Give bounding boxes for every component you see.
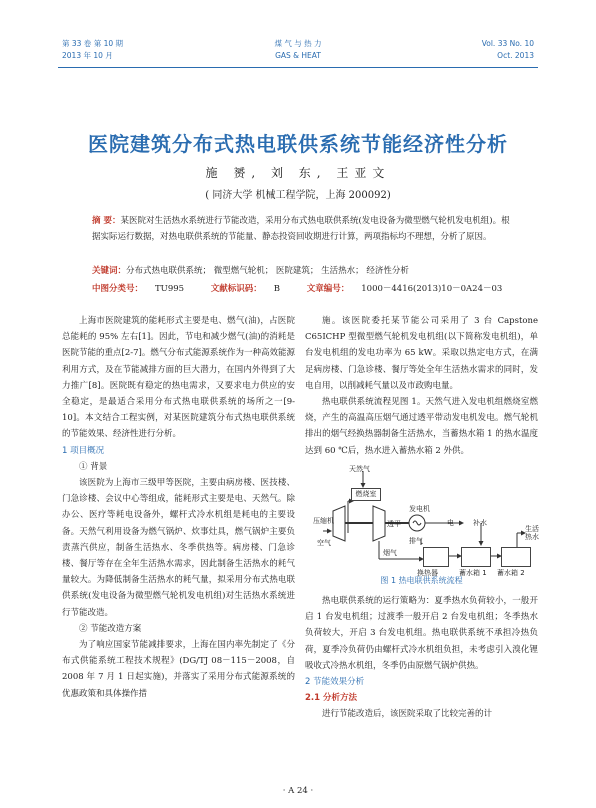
- scheme-continued-paragraph: 施。该医院委托某节能公司采用了 3 台 Capstone C65ICHP 型微型燃气轮机发电机组(以下简称发电机组)，单台发电机组的发电功率为 65 kW。采取以热定电方式，在满足病房楼、门急诊楼、餐厅等处全年生活热水需求的同时，发电自用，以削减耗气量以及市政购电量。: [305, 316, 538, 391]
- generator-label: 发电机: [409, 504, 430, 513]
- abstract: [92, 213, 516, 245]
- scheme-paragraph: 为了响应国家节能减排要求，上海在国内率先制定了《分布式供能系统工程技术规程》(DG/TJ 08－115－2008，自 2008 年 7 月 1 日起实施)，并落实了采用分布式能源系统的优惠政策和具体操作措: [62, 640, 295, 699]
- process-paragraph: 热电联供系统流程见图 1。天然气进入发电机组燃烧室燃烧，产生的高温高压烟气通过透平带动发电机发电。燃气轮机排出的烟气经换热器制备生活热水，当蓄热水箱 1 的热水温度达到 60 ℃后，热水进入蓄热水箱 2 外供。: [305, 397, 538, 456]
- abstract-text: 某医院对生活热水系统进行节能改造，采用分布式热电联供系统(发电设备为微型燃气轮机发电机组)。根据实际运行数据，对热电联供系统的节能量、静态投资回收期进行计算，两项指标均不理想，分析了原因。: [92, 216, 510, 242]
- volume-issue: 第 33 卷 第 10 期: [62, 39, 124, 48]
- paper-title: 医院建筑分布式热电联供系统节能经济性分析: [88, 132, 508, 156]
- tank1-box: [461, 547, 491, 567]
- article-id-label: 文章编号：: [306, 284, 350, 294]
- electricity-label: 电: [447, 518, 454, 527]
- doc-code-value: B: [273, 284, 281, 294]
- abstract-label: 摘 要：: [92, 216, 121, 226]
- tank2-box: [501, 547, 531, 567]
- journal-volume-en: [482, 38, 534, 62]
- intro-paragraph: 上海市医院建筑的能耗形式主要是电、燃气(油)，占医院总能耗的 95% 左右[1]。因此，节电和减少燃气(油)的消耗是医院节能的重点[2-7]。燃气分布式能源系统作为一种高效能源利用方式，及在节能减排方面的巨大潜力，在国内外得到了大力推广[8]。医院既有稳定的热电需求，又要求电力供应的安全稳定，是最适合采用分布式热电联供系统的场所之一[9-10]。本文结合工程实例，对某医院建筑分布式热电联供系统的节能效果、经济性进行分析。: [62, 316, 295, 440]
- keywords-text: 分布式热电联供系统； 微型燃气轮机； 医院建筑； 生活热水； 经济性分析: [126, 266, 409, 276]
- compressor-label: 压缩机: [313, 516, 334, 525]
- method-paragraph: 进行节能改造后，该医院采取了比较完善的计: [322, 709, 493, 720]
- section-2-heading: 2 节能效果分析: [305, 677, 365, 688]
- journal-title-en: GAS & HEAT: [275, 51, 321, 60]
- operation-paragraph: 热电联供系统的运行策略为：夏季热水负荷较小，一般开启 1 台发电机组；过渡季一般开启 2 台发电机组；冬季热水负荷较大，开启 3 台发电机组。热电联供系统不承担冷热负荷，夏季冷负荷仍由螺杆式冷水机组负担，未考虑引入溴化锂吸收式冷热水机组，冬季仍由原燃气锅炉供热。: [305, 596, 538, 671]
- left-column: [62, 313, 295, 702]
- keywords: [92, 264, 532, 278]
- issue-date-en: Oct. 2013: [497, 51, 534, 60]
- flue-gas-label: 烟气: [383, 548, 397, 557]
- paper-authors: 施 赟, 刘 东, 王亚文: [205, 166, 391, 180]
- figure-caption: 图 1 热电联供系统流程: [380, 575, 463, 585]
- combustor-box: 燃烧室: [351, 488, 381, 501]
- keywords-label: 关键词：: [92, 266, 127, 276]
- doc-code-label: 文献标识码：: [210, 284, 262, 294]
- volume-issue-en: Vol. 33 No. 10: [481, 39, 534, 48]
- heat-exchanger-label: 换热器: [417, 568, 438, 577]
- header-divider: [58, 67, 538, 68]
- make-up-water-label: 补水: [473, 518, 487, 527]
- tank2-label: 蓄水箱 2: [497, 568, 525, 577]
- chp-flow-diagram: [313, 461, 543, 577]
- paper-affiliation: ( 同济大学 机械工程学院，上海 200092): [205, 190, 391, 201]
- subsection-1-1-heading: ① 背景: [79, 461, 108, 472]
- issue-date: 2013 年 10 月: [62, 51, 113, 60]
- clc-label: 中图分类号：: [92, 284, 144, 294]
- exhaust-label: 排气: [409, 536, 423, 545]
- dhw-label: 生活热水: [525, 524, 539, 541]
- article-id-value: 1000－4416(2013)10－0A24－03: [361, 284, 503, 294]
- background-paragraph: 该医院为上海市三级甲等医院，主要由病房楼、医技楼、门急诊楼、会议中心等组成，能耗形式主要是电、天然气。除办公、医疗等耗电设备外，螺杆式冷水机组是耗电的主要设备。天然气利用设备为燃气锅炉、炊事灶具，燃气锅炉主要负责蒸汽供应，制备生活热水、冬季供热等。病房楼、门急诊楼、餐厅等存在全年生活热水需求，因此制备生活热水的耗气量较大。为降低制备生活热水的耗气量，拟采用分布式热电联供系统(发电设备为微型燃气轮机发电机组)对生活热水系统进行节能改造。: [62, 478, 295, 618]
- turbine-label: 透平: [387, 519, 401, 528]
- right-column: [305, 313, 538, 723]
- clc-value: TU995: [155, 284, 185, 294]
- heat-exchanger-box: [423, 547, 449, 567]
- tank1-label: 蓄水箱 1: [459, 568, 487, 577]
- subsection-1-2-heading: ② 节能改造方案: [79, 623, 142, 634]
- subsection-2-1-heading: 2.1 分析方法: [305, 693, 358, 704]
- classification: [92, 282, 532, 296]
- page-number: · A 24 ·: [282, 786, 314, 796]
- section-1-heading: 1 项目概况: [62, 445, 105, 456]
- gas-label: 天然气: [349, 464, 370, 473]
- air-label: 空气: [317, 538, 331, 547]
- journal-title-cn: 煤 气 与 热 力: [274, 39, 322, 48]
